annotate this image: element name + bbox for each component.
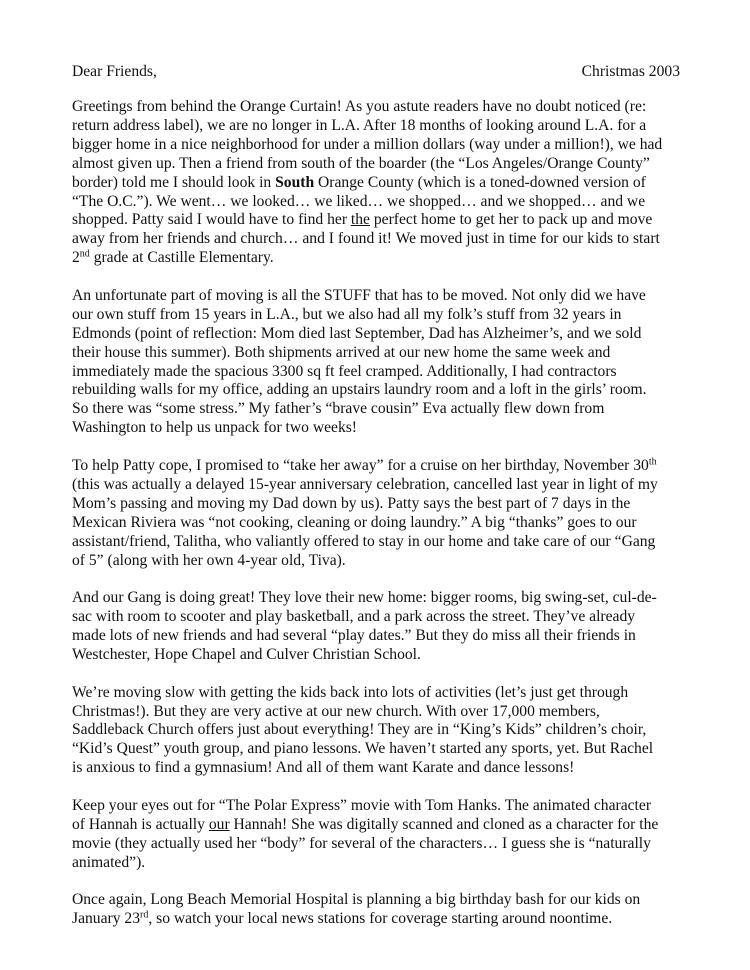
text-line	[72, 155, 687, 174]
bold-text: South	[275, 173, 315, 191]
text-line	[72, 684, 687, 703]
text-run: An unfortunate part of moving is all the STUFF that has to be moved. Not only did we have	[72, 286, 646, 304]
text-line	[72, 608, 687, 627]
text-run: “The O.C.”). We went… we looked… we liked… we shopped… and we shopped… and we	[72, 192, 646, 210]
paragraph	[72, 287, 687, 438]
text-run: grade at Castille Elementary.	[89, 249, 274, 267]
text-run: sac with room to scooter and play basketball, and a park across the street. They’ve already	[72, 608, 636, 626]
text-run: Once again, Long Beach Memorial Hospital is planning a big birthday bash for our kids on	[72, 891, 641, 909]
paragraph	[72, 891, 687, 929]
text-run: Orange County (which is a toned-downed version of	[314, 173, 646, 191]
text-line	[72, 533, 687, 552]
text-run: border) told me I should look in	[72, 173, 276, 191]
text-run: return address label), we are no longer in L.A. After 18 months of looking around L.A. for a	[72, 116, 647, 134]
text-run: our own stuff from 15 years in L.A., but we also had all my folk’s stuff from 32 years in	[72, 305, 622, 323]
text-run: rebuilding walls for my office, adding an upstairs laundry room and a loft in the girls’ room.	[72, 381, 647, 399]
text-run: almost given up. Then a friend from south of the boarder (the “Los Angeles/Orange County”	[72, 154, 650, 172]
text-line	[72, 211, 687, 230]
underlined-text: the	[350, 211, 370, 229]
text-line	[72, 174, 687, 193]
text-line	[72, 476, 687, 495]
text-run: animated”).	[72, 853, 146, 871]
text-run: of 5” (along with her own 4-year old, Tiva).	[72, 551, 346, 569]
text-line	[72, 514, 687, 533]
superscript: rd	[140, 909, 149, 921]
text-run: movie (they actually used her “body” for several of the characters… I guess she is “naturally	[72, 834, 651, 852]
text-run: Mexican Riviera was “not cooking, cleaning or doing laundry.” A big “thanks” goes to our	[72, 513, 637, 531]
text-line	[72, 400, 687, 419]
text-run: shopped. Patty said I would have to find her	[72, 211, 351, 229]
paragraph	[72, 589, 687, 665]
text-run: bigger home in a nice neighborhood for under a million dollars (way under a million!), we had	[72, 135, 663, 153]
letter-body	[72, 98, 687, 948]
text-run: Hannah! She was digitally scanned and cloned as a character for the	[229, 815, 659, 833]
text-run: Washington to help us unpack for two weeks!	[72, 419, 358, 437]
paragraph	[72, 684, 687, 779]
text-line	[72, 646, 687, 665]
text-line	[72, 721, 687, 740]
text-run: (this was actually a delayed 15-year anniversary celebration, cancelled last year in light of my	[72, 475, 658, 493]
paragraph	[72, 98, 687, 268]
superscript: th	[648, 456, 657, 468]
text-line	[72, 910, 687, 929]
text-line	[72, 740, 687, 759]
text-run: Edmonds (point of reflection: Mom died last September, Dad has Alzheimer’s, and we sold	[72, 324, 642, 342]
text-line	[72, 325, 687, 344]
text-line	[72, 136, 687, 155]
text-run: Greetings from behind the Orange Curtain! As you astute readers have no doubt noticed (re:	[72, 98, 647, 115]
text-line	[72, 457, 687, 476]
text-line	[72, 703, 687, 722]
text-run: January 23	[72, 910, 140, 928]
text-run: immediately made the spacious 3300 sq ft feel cramped. Additionally, I had contractors	[72, 362, 617, 380]
text-line	[72, 589, 687, 608]
text-run: assistant/friend, Talitha, who valiantly offered to stay in our home and take care of our “Gang	[72, 532, 656, 550]
text-line	[72, 891, 687, 910]
text-run: And our Gang is doing great! They love their new home: bigger rooms, big swing-set, cul-de-	[72, 589, 657, 607]
text-line	[72, 835, 687, 854]
salutation: Dear Friends,	[72, 63, 157, 80]
text-line	[72, 230, 687, 249]
text-run: Christmas!). But they are very active at our new church. With over 17,000 members,	[72, 702, 600, 720]
text-run: Westchester, Hope Chapel and Culver Christian School.	[72, 645, 421, 663]
text-run: To help Patty cope, I promised to “take her away” for a cruise on her birthday, November 30	[72, 457, 649, 474]
text-line	[72, 117, 687, 136]
text-line	[72, 249, 687, 268]
text-line	[72, 419, 687, 438]
text-line	[72, 495, 687, 514]
superscript: nd	[79, 248, 90, 260]
text-line	[72, 98, 687, 117]
underlined-text: our	[208, 815, 230, 833]
text-run: “Kid’s Quest” youth group, and piano lessons. We haven’t started any sports, yet. But Rachel	[72, 740, 654, 758]
text-run: Keep your eyes out for “The Polar Express” movie with Tom Hanks. The animated character	[72, 796, 652, 814]
paragraph	[72, 797, 687, 873]
text-run: Mom’s passing and moving my Dad down by us). Patty says the best part of 7 days in the	[72, 494, 631, 512]
text-line	[72, 552, 687, 571]
text-run: made lots of new friends and had several “play dates.” But they do miss all their friends in	[72, 627, 636, 645]
text-line	[72, 287, 687, 306]
text-line	[72, 854, 687, 873]
letter-date: Christmas 2003	[581, 63, 680, 80]
text-run: Saddleback Church offers just about everything! They are in “King’s Kids” children’s choir,	[72, 721, 647, 739]
text-run: , so watch your local news stations for coverage starting around noontime.	[148, 910, 613, 928]
text-line	[72, 797, 687, 816]
text-line	[72, 816, 687, 835]
text-line	[72, 759, 687, 778]
text-line	[72, 344, 687, 363]
text-run: their house this summer). Both shipments arrived at our new home the same week and	[72, 343, 611, 361]
text-run: perfect home to get her to pack up and move	[369, 211, 653, 229]
text-line	[72, 193, 687, 212]
text-run: We’re moving slow with getting the kids back into lots of activities (let’s just get through	[72, 683, 629, 701]
paragraph	[72, 457, 687, 570]
text-line	[72, 306, 687, 325]
text-line	[72, 363, 687, 382]
text-run: So there was “some stress.” My father’s “brave cousin” Eva actually flew down from	[72, 400, 605, 418]
text-run: of Hannah is actually	[72, 815, 209, 833]
text-run: away from her friends and church… and I found it! We moved just in time for our kids to start	[72, 230, 660, 248]
letter-header	[72, 62, 680, 82]
text-run: 2	[72, 249, 80, 267]
text-line	[72, 627, 687, 646]
text-line	[72, 381, 687, 400]
text-run: is anxious to find a gymnasium! And all of them want Karate and dance lessons!	[72, 759, 575, 777]
